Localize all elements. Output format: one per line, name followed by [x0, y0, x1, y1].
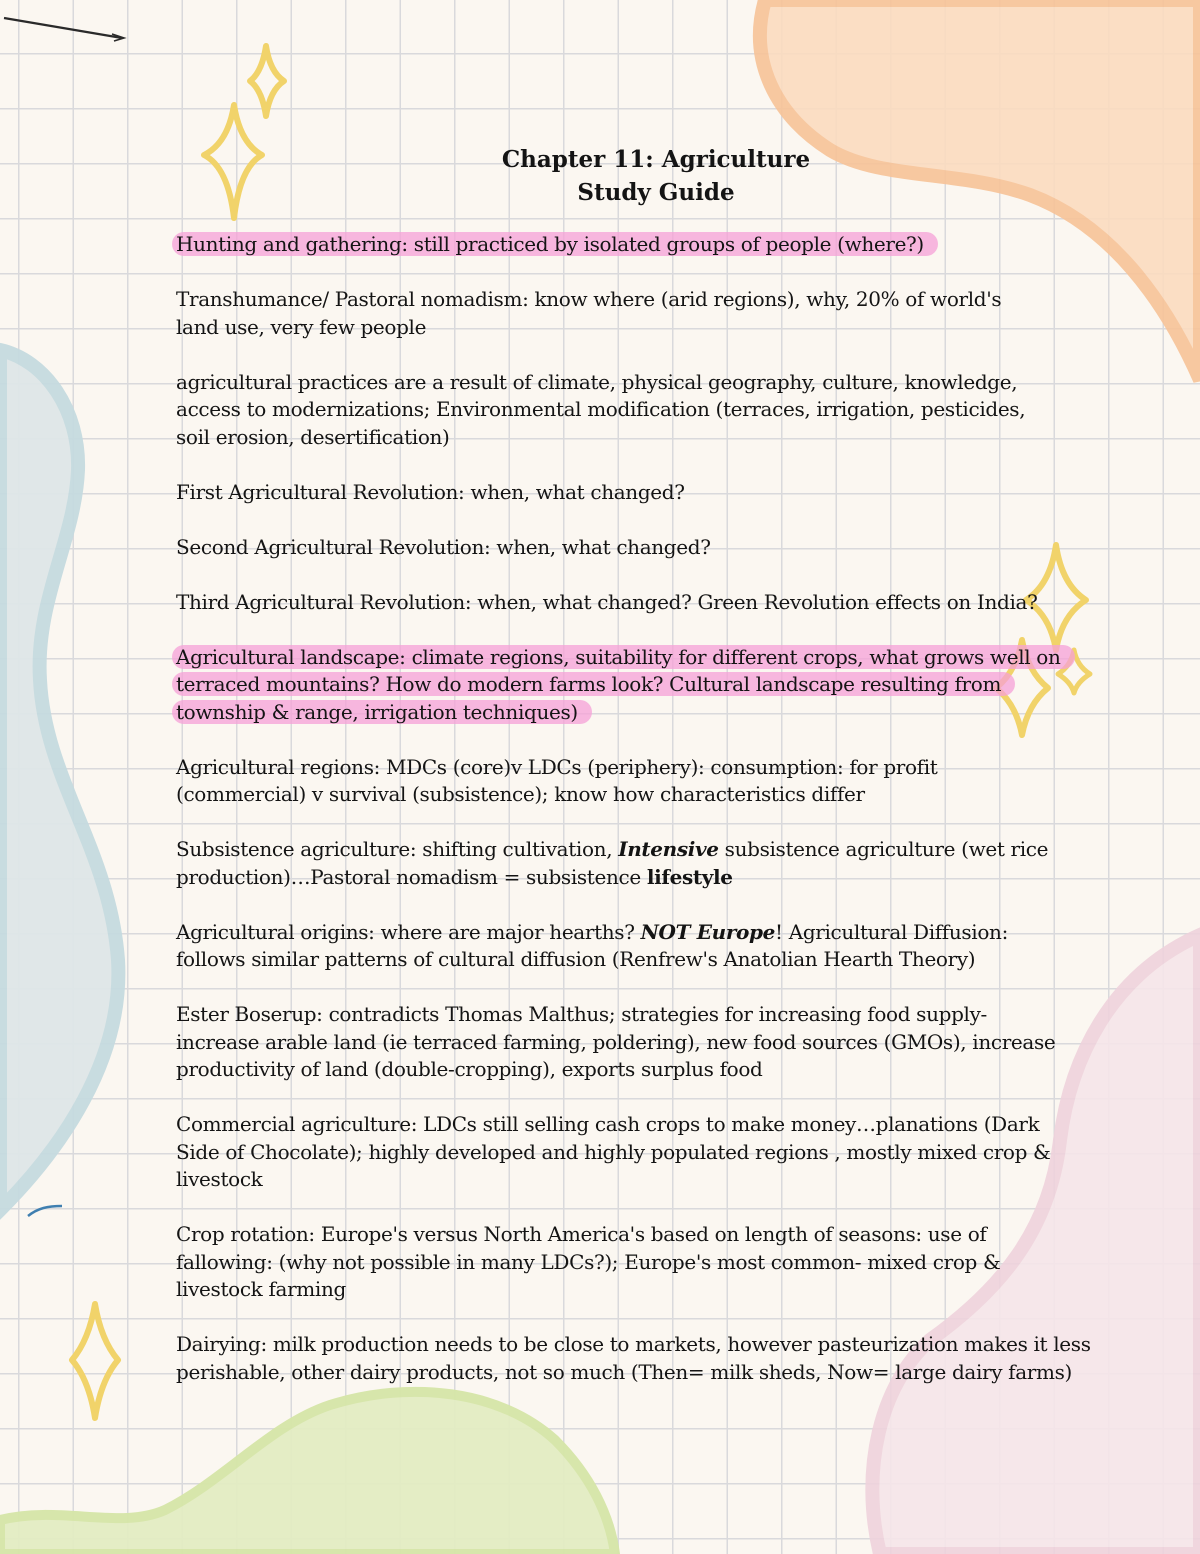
line-text: [176, 1360, 1072, 1384]
topic-line: [176, 479, 1136, 507]
line-text: [176, 397, 1025, 421]
topic-third-revolution: [176, 589, 1136, 617]
text-segment: agricultural practices are a result of climate, physical geography, culture, knowledge,: [176, 369, 1018, 394]
topic-line: [176, 1221, 1136, 1249]
text-segment: ! Agricultural Diffusion:: [775, 919, 1008, 944]
line-text: [176, 1002, 987, 1026]
line-text: [176, 1112, 1039, 1136]
text-segment: Transhumance/ Pastoral nomadism: know where (arid regions), why, 20% of world's: [176, 287, 1002, 311]
text-segment: First Agricultural Revolution: when, what changed?: [176, 479, 685, 504]
text-segment: increase arable land (ie terraced farming, poldering), new food sources (GMOs), increase: [176, 1029, 1056, 1054]
text-segment: production)…Pastoral nomadism = subsistence: [176, 864, 647, 889]
line-text: [176, 755, 937, 779]
topic-line: [176, 1359, 1136, 1387]
title-line-1: Chapter 11: Agriculture: [501, 146, 811, 173]
topic-line: [176, 946, 1136, 974]
text-segment: soil erosion, desertification): [176, 424, 450, 449]
text-segment: livestock farming: [176, 1277, 346, 1301]
text-segment: follows similar patterns of cultural diffusion (Renfrew's Anatolian Hearth Theory): [176, 947, 976, 971]
highlight-marker: [172, 700, 592, 724]
topic-line: [176, 314, 1136, 342]
text-segment: Subsistence agriculture: shifting cultivation,: [176, 837, 619, 861]
line-text: [176, 947, 975, 971]
topic-line: [176, 1029, 1136, 1057]
topic-line: [176, 589, 1136, 617]
topic-line: [176, 1056, 1136, 1084]
sparkle-icon: [72, 1304, 118, 1418]
text-segment: subsistence agriculture (wet rice: [718, 837, 1049, 861]
topic-regions: [176, 754, 1136, 809]
line-text: [176, 535, 711, 559]
topic-second-revolution: [176, 534, 1136, 562]
text-segment: Third Agricultural Revolution: when, what changed? Green Revolution effects on India?: [176, 589, 1038, 614]
line-text: [176, 782, 865, 806]
text-segment: Ester Boserup: contradicts Thomas Malthus; strategies for increasing food supply-: [176, 1002, 987, 1026]
text-segment: Dairying: milk production needs to be close to markets, however pasteurization makes it less: [176, 1332, 1091, 1356]
text-segment: Agricultural origins: where are major hearths?: [176, 919, 641, 944]
line-text: [176, 865, 733, 889]
topic-line: [176, 396, 1136, 424]
topic-line: [176, 424, 1136, 452]
topic-hunting: [176, 231, 1136, 259]
topic-transhumance: [176, 286, 1136, 341]
topic-line: [176, 699, 1136, 727]
line-text: [176, 425, 450, 449]
line-text: [176, 1332, 1091, 1356]
topic-line: [176, 1111, 1136, 1139]
topic-landscape: [176, 644, 1136, 727]
topic-line: [176, 286, 1136, 314]
highlight-marker: [172, 672, 1015, 696]
page-title: [176, 143, 1136, 209]
line-text: [176, 1030, 1055, 1054]
text-segment: perishable, other dairy products, not so much (Then= milk sheds, Now= large dairy farms): [176, 1359, 1072, 1384]
emphasis-text: Intensive: [618, 837, 719, 861]
line-text: [176, 1140, 1051, 1164]
line-text: [176, 287, 1001, 311]
text-segment: Hunting and gathering: still practiced by isolated groups of people (where?): [176, 232, 924, 256]
topic-line: [176, 1139, 1136, 1167]
title-line-2: Study Guide: [577, 179, 735, 206]
text-segment: livestock: [176, 1167, 263, 1191]
line-text: [176, 370, 1017, 394]
topic-boserup: [176, 1001, 1136, 1084]
topic-list: [176, 231, 1136, 1386]
topic-first-revolution: [176, 479, 1136, 507]
topic-line: [176, 231, 1136, 259]
line-text: [176, 590, 1037, 614]
line-text: [176, 315, 426, 339]
line-text: [176, 480, 685, 504]
topic-line: [176, 1331, 1136, 1359]
topic-line: [176, 1276, 1136, 1304]
topic-origins: [176, 919, 1136, 974]
blue-blob: [0, 350, 118, 1210]
line-text: [176, 1277, 346, 1301]
highlight-marker: [172, 232, 938, 256]
topic-line: [176, 534, 1136, 562]
pen-stroke: [28, 1206, 62, 1216]
topic-line: [176, 644, 1136, 672]
topic-dairying: [176, 1331, 1136, 1386]
text-segment: township & range, irrigation techniques): [176, 699, 578, 724]
line-text: [176, 837, 1048, 861]
text-segment: Commercial agriculture: LDCs still selling cash crops to make money…planations (Dark: [176, 1112, 1040, 1136]
text-segment: Side of Chocolate); highly developed and highly populated regions , mostly mixed crop &: [176, 1139, 1051, 1164]
topic-line: [176, 754, 1136, 782]
text-segment: Second Agricultural Revolution: when, what changed?: [176, 534, 711, 559]
topic-line: [176, 1249, 1136, 1277]
topic-commercial: [176, 1111, 1136, 1194]
topic-line: [176, 781, 1136, 809]
topic-line: [176, 671, 1136, 699]
line-text: [176, 920, 1008, 944]
topic-line: [176, 1001, 1136, 1029]
text-segment: (commercial) v survival (subsistence); know how characteristics differ: [176, 782, 865, 806]
line-text: [176, 1167, 262, 1191]
text-segment: productivity of land (double-cropping), exports surplus food: [176, 1057, 763, 1081]
line-text: [176, 1057, 762, 1081]
topic-practices: [176, 369, 1136, 452]
text-segment: fallowing: (why not possible in many LDCs?); Europe's most common- mixed crop &: [176, 1249, 1001, 1274]
topic-line: [176, 864, 1136, 892]
text-segment: access to modernizations; Environmental modification (terraces, irrigation, pesticides,: [176, 397, 1026, 421]
pen-stroke: [4, 18, 122, 38]
topic-line: [176, 369, 1136, 397]
topic-subsistence: [176, 836, 1136, 891]
study-guide-document: [176, 143, 1136, 1414]
emphasis-text: lifestyle: [646, 864, 733, 889]
text-segment: Crop rotation: Europe's versus North America's based on length of seasons: use of: [176, 1222, 987, 1246]
line-text: [176, 1222, 986, 1246]
line-text: [176, 1250, 1000, 1274]
topic-line: [176, 1166, 1136, 1194]
text-segment: Agricultural landscape: climate regions, suitability for different crops, what grows well on: [176, 644, 1061, 669]
topic-rotation: [176, 1221, 1136, 1304]
sparkle-icon: [250, 46, 284, 116]
topic-line: [176, 836, 1136, 864]
highlight-marker: [172, 645, 1075, 669]
emphasis-text: NOT Europe: [640, 919, 776, 944]
text-segment: Agricultural regions: MDCs (core)v LDCs (periphery): consumption: for profit: [176, 754, 938, 779]
text-segment: land use, very few people: [176, 314, 427, 339]
text-segment: terraced mountains? How do modern farms look? Cultural landscape resulting from: [176, 672, 1002, 696]
topic-line: [176, 919, 1136, 947]
